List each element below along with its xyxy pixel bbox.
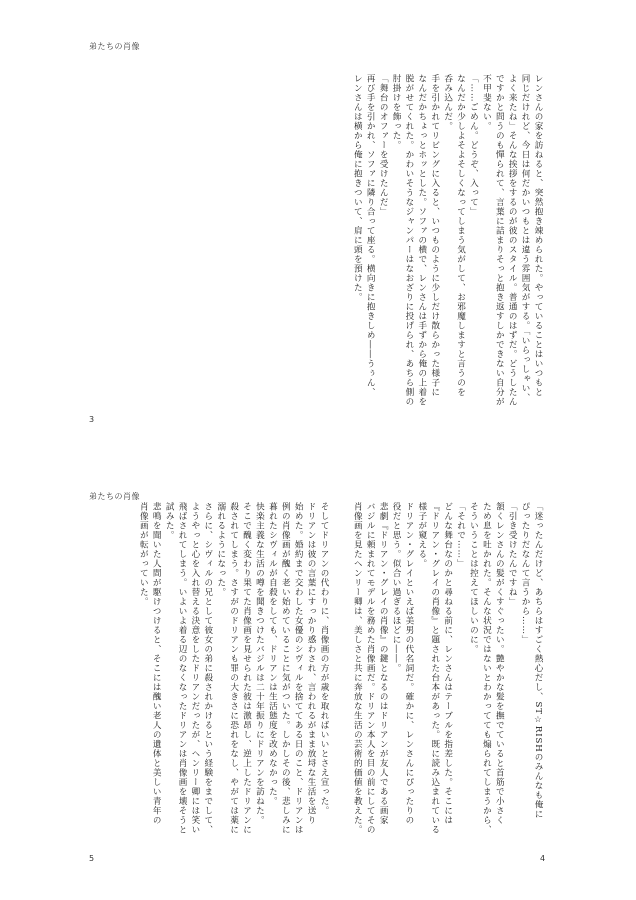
text-line: 殺されてしまう。さすがのドリアンも罪の大きさに恐れをなし、やがては薬に bbox=[228, 502, 239, 835]
text-line: ドリアン・グレイといえば美男の代名詞だ。確かに、レンさんにぴったりの bbox=[403, 502, 414, 825]
text-line: 様子が窺える。 bbox=[416, 502, 427, 569]
text-line: そういうことは控えてほしいのに。 bbox=[468, 502, 479, 654]
text-line: 溺れるようになった。 bbox=[215, 502, 226, 597]
page-4-5-spread bbox=[0, 450, 636, 900]
text-line: 呑み込んだ。 bbox=[442, 74, 453, 131]
text-line: 不甲斐ない。 bbox=[481, 74, 492, 131]
text-line: 例の肖像画が醜く老い始めていることに気がついた。しかしその後、悲しみに bbox=[280, 502, 291, 835]
text-line: 肖像画を見たヘンリー卿は、美しさと共に奔放な生活の芸術的価値を教えた。 bbox=[352, 502, 363, 835]
text-line: 「迷ったんだけど、あちらはすごく熱心だし、ST☆RISHのみんなも俺に bbox=[533, 502, 543, 820]
running-header: 弟たちの肖像 bbox=[89, 492, 140, 501]
text-line: 試みた。 bbox=[164, 502, 175, 540]
text-line: 「それで……」 bbox=[455, 502, 466, 569]
text-line: 「舞台のオファーを受けたんだ」 bbox=[378, 74, 389, 217]
body-text-page-3 bbox=[84, 74, 544, 407]
text-line: さらに、シヴィルの兄として彼女の弟に殺されかけるという経験をまでして、 bbox=[202, 502, 213, 835]
text-line: 同じだけれど、今日は何だかいつもとは違う雰囲気がする。「いらっしゃい、 bbox=[520, 74, 531, 403]
text-line: ですかと問うのも憚られて、言葉に詰まりそっと抱き返すしかできない自分が bbox=[494, 74, 505, 407]
text-line: バジルに頼まれてモデルを務めた肖像画だ。ドリアン本人を目の前にしてその bbox=[365, 502, 376, 835]
page-number-right: 4 bbox=[540, 854, 546, 863]
text-line: ぴったりだなんて言うから……」 bbox=[520, 502, 531, 645]
body-text-page-5 bbox=[80, 502, 330, 835]
text-line: レンさんの家を訪ねると、突然抱き竦められた。やっていることはいつもと bbox=[533, 74, 543, 397]
text-line: ようやっと心を入れ替える決意をしたドリアンだったが、ヘンリー卿には笑い bbox=[189, 502, 200, 835]
text-line: 『ドリアン・グレイの肖像』と題された台本があった。既に読み込まれている bbox=[429, 502, 440, 835]
page-number-left: 5 bbox=[89, 854, 95, 863]
page-number: 3 bbox=[89, 415, 95, 424]
running-header: 弟たちの肖像 bbox=[89, 42, 140, 51]
text-line: ため息を吐かれた。そんな状況ではないとわかってても煽られてしまうから、 bbox=[481, 502, 492, 835]
text-line: なんだかちょっとホッとした。ソファの横で、レンさんは手ずから俺の上着を bbox=[416, 74, 427, 407]
text-line: レンさんは横から俺に抱きついて、肩に頭を預けた。 bbox=[352, 74, 363, 302]
text-line: 飛ばされてしまう。いよいよ着る辺のなくなったドリアンは肖像画を壊そうと bbox=[177, 502, 188, 835]
text-line: 肘掛けを飾った。 bbox=[391, 74, 402, 150]
text-line: 肖像画が転がっていた。 bbox=[138, 502, 149, 607]
text-line: 「引き受けたんですね」 bbox=[507, 502, 518, 607]
text-line: 悲鳴を聞いた人間が駆けつけると、そこには醜い老人の遺体と美しい青年の bbox=[151, 502, 162, 825]
text-line: なんだか少しよそよそしくなってしまう気がして、お邪魔しますと言うのを bbox=[455, 74, 466, 397]
text-line: そしてドリアンの代わりに、肖像画の方が歳を取ればいいとさえ宣った。 bbox=[319, 502, 329, 816]
text-line: 頷くレンさんの髪がくすぐったい。艶やかな髪を撫でていると首筋で小さく bbox=[494, 502, 505, 825]
body-text-page-4 bbox=[304, 502, 544, 835]
text-line: 「……ごめん。どうぞ、入って」 bbox=[468, 74, 479, 217]
text-line: 脱がせてくれた。かわいそうなジャンパーはなおざりに投げられ、あちら側の bbox=[403, 74, 414, 407]
text-line: そこで醜く変わり果てた肖像画を見せられた彼は激昂し、逆上したドリアンに bbox=[241, 502, 252, 835]
text-line: 悲劇『ドリアン・グレイの肖像』の鍵となるのはドリアンが友人である画家 bbox=[378, 502, 389, 825]
text-line: 快楽主義な生活の噂を聞きつけたバジルは二十年振りにドリアンを訪ねた。 bbox=[254, 502, 265, 825]
text-line: 始めた。婚約まで交わした女優のシヴィルを捨ててある日のこと、ドリアンは bbox=[293, 502, 304, 835]
text-line: 暮れたシヴィルが自殺をしても、ドリアンは生活態度を改めなかった。 bbox=[267, 502, 278, 806]
text-line: よく来たね」そんな挨拶をするのが彼のスタイル。普通のはずだ。どうしたん bbox=[507, 74, 518, 407]
text-line: 役だと思う。似合い過ぎるほどに――。 bbox=[391, 502, 402, 673]
text-line: 手を引かれてリビングに入ると、いつものように少しだけ散らかった様子に bbox=[429, 74, 440, 397]
text-line: ドリアンは彼の言葉にすっかり惑わされ、言われるがまま放埒な生活を送り bbox=[306, 502, 317, 825]
text-line: どんな舞台なのかと尋ねる前に、レンさんはテーブルを指差した。そこには bbox=[442, 502, 453, 825]
text-line: 再び手を引かれ、ソファに隣り合って座る。横向きに抱きしめ――うぅん、 bbox=[365, 74, 376, 397]
